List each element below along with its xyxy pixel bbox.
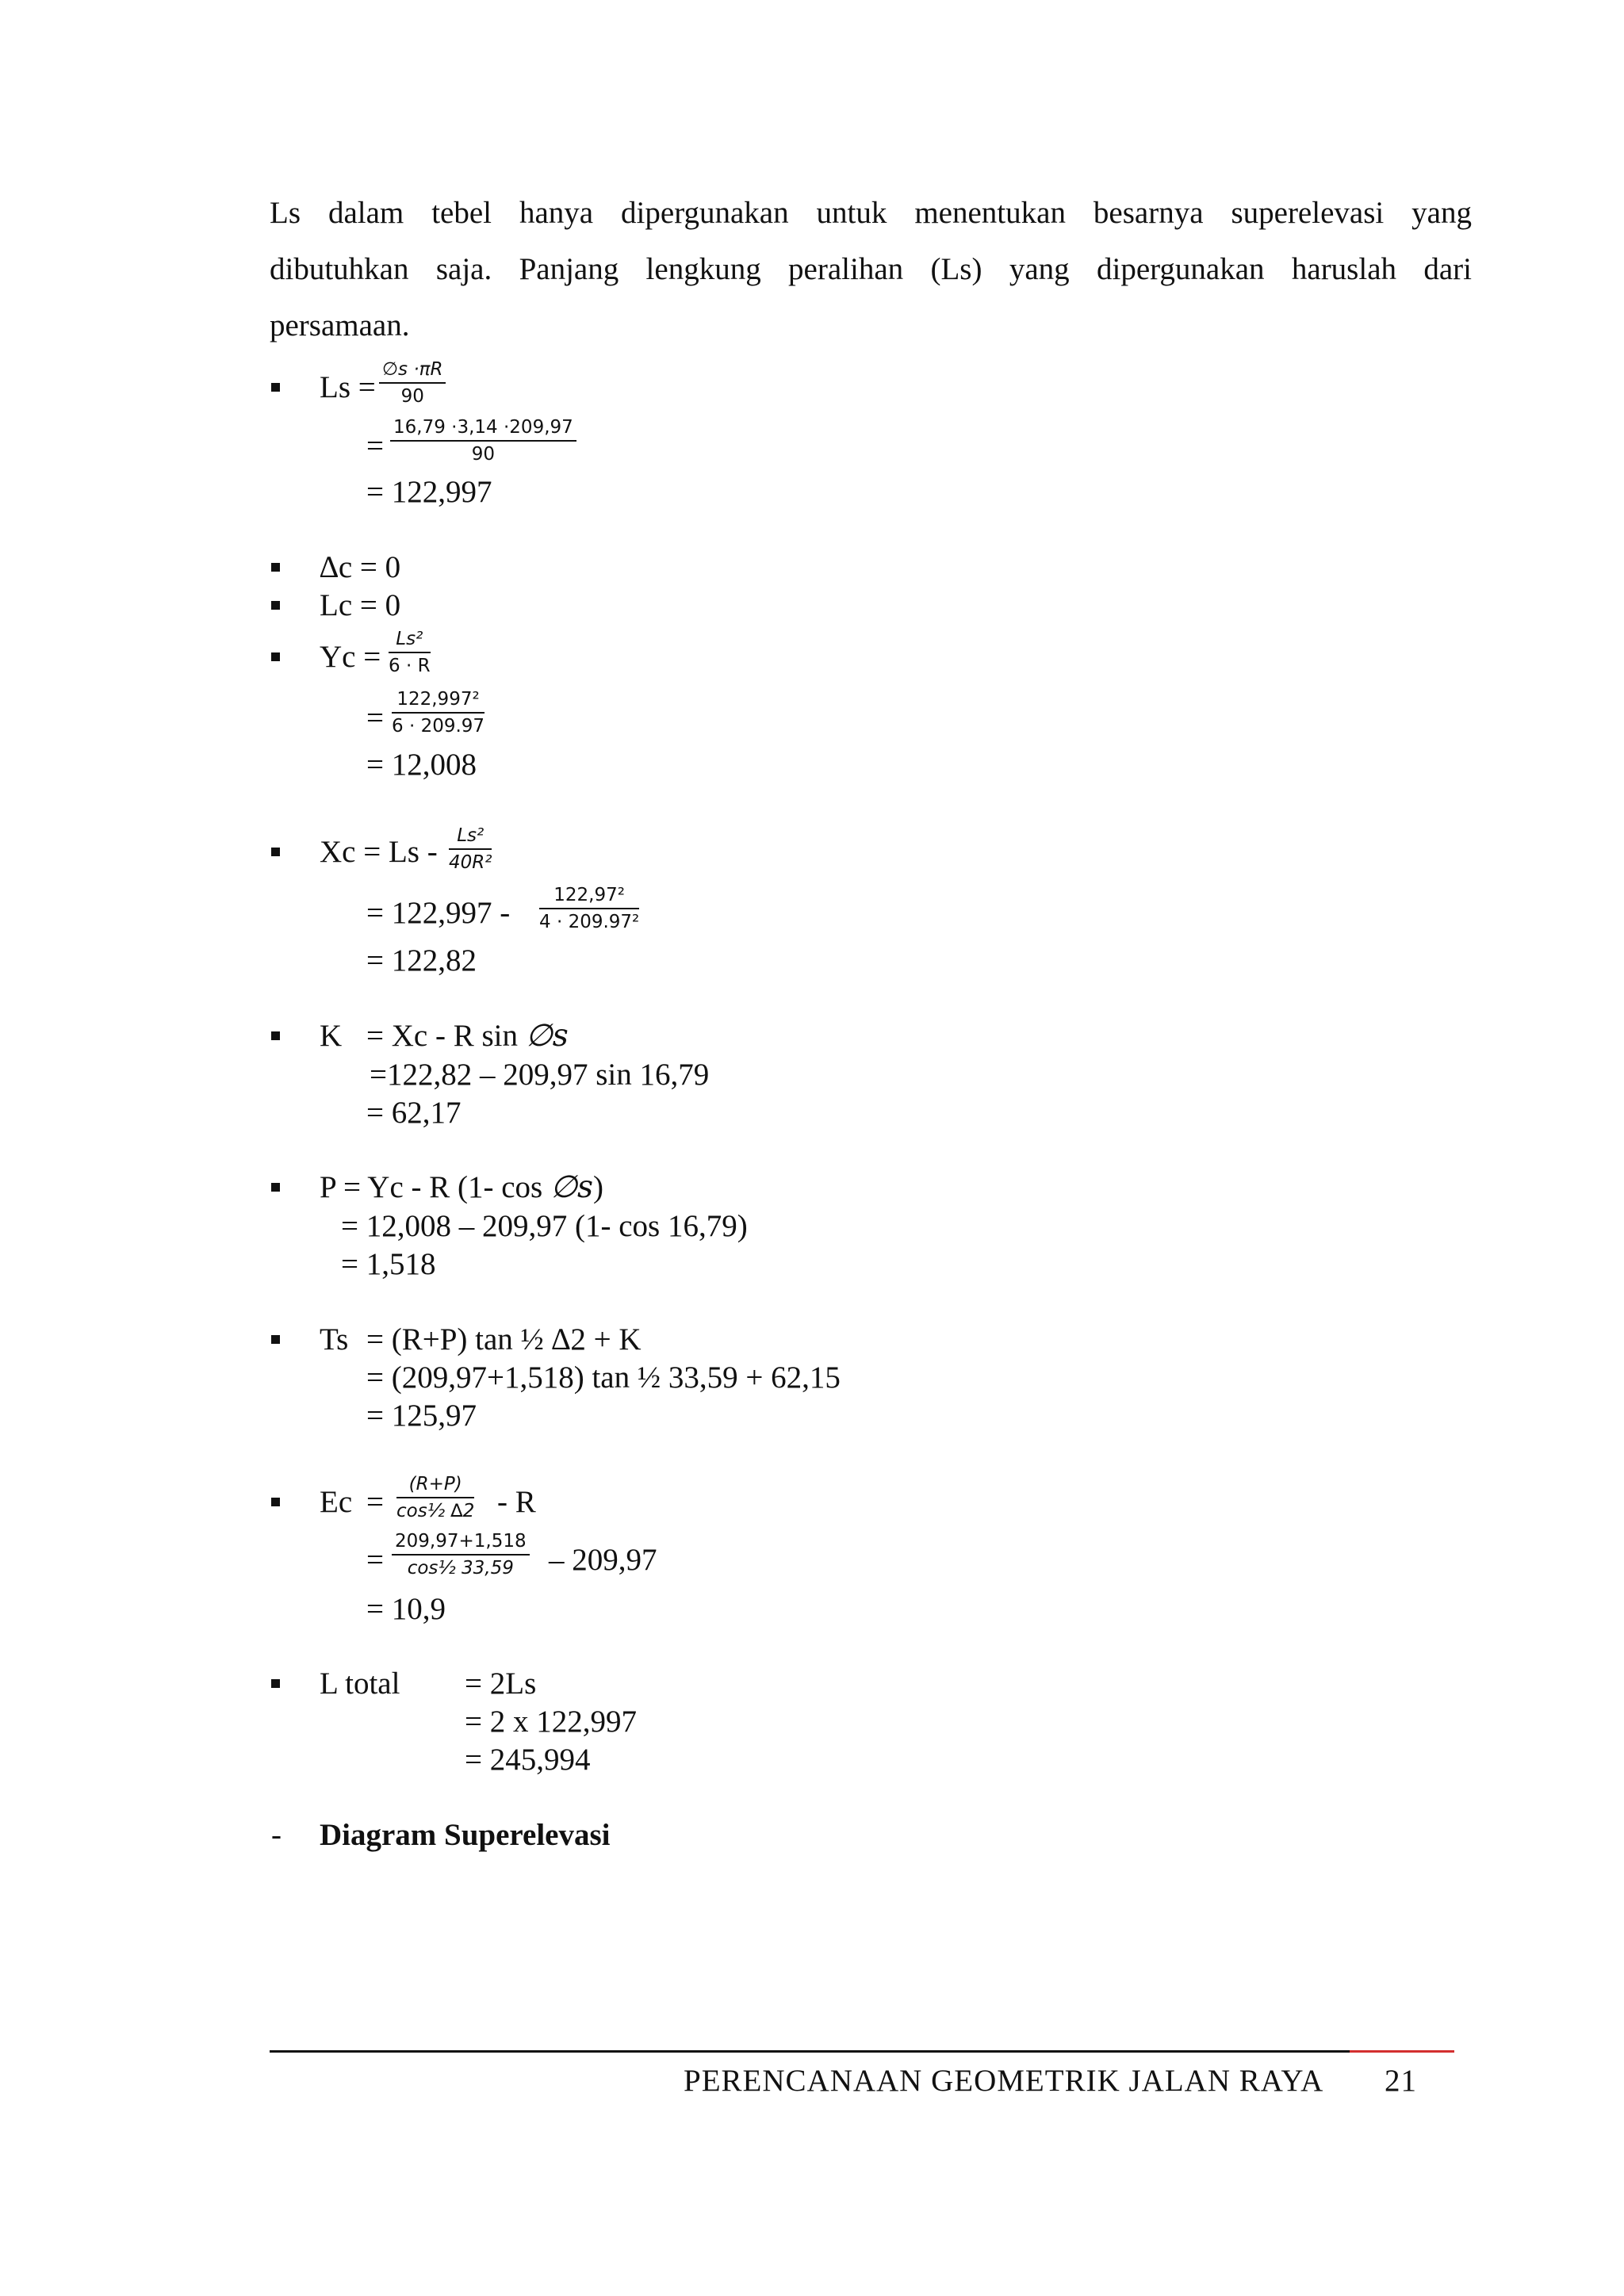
ec-fraction-values-denominator: cos½ 33,59	[407, 1558, 514, 1578]
yc-label: Yc =	[320, 640, 381, 674]
footer-rule	[270, 2050, 1350, 2053]
bullet-p	[271, 1183, 280, 1192]
dc-line: ∆c = 0	[320, 550, 401, 584]
ts-line-1: = (R+P) tan ½ ∆2 + K	[366, 1322, 642, 1357]
ltotal-line-1: = 2Ls	[465, 1667, 537, 1701]
k-line-1-symbol: ∅s	[525, 1018, 569, 1054]
ec-eq-1: =	[366, 1485, 384, 1519]
k-line-1-text: = Xc - R sin	[366, 1019, 526, 1053]
bullet-ts	[271, 1335, 280, 1344]
ec-fraction-values-numerator: 209,97+1,518	[392, 1530, 530, 1556]
ec-fraction-formula-numerator: (R+P)	[396, 1473, 474, 1498]
p-line-1-text: P = Yc - R (1- cos	[320, 1170, 550, 1204]
ls-result: = 122,997	[366, 475, 492, 509]
bullet-ls	[271, 383, 280, 392]
bullet-k	[271, 1031, 280, 1040]
ts-label: Ts	[320, 1322, 349, 1357]
ec-eq-2: =	[366, 1543, 384, 1577]
ts-line-2: = (209,97+1,518) tan ½ 33,59 + 62,15	[366, 1360, 841, 1395]
xc-result: = 122,82	[366, 943, 477, 978]
yc-fraction-values-denominator: 6 · 209.97	[392, 716, 485, 737]
ls-fraction-values-numerator: 16,79 ·3,14 ·209,97	[390, 416, 576, 442]
ltotal-line-3: = 245,994	[465, 1743, 591, 1777]
bullet-dc	[271, 563, 280, 572]
paragraph-line-1: Ls dalam tebel hanya dipergunakan untuk menentukan besarnya superelevasi yang	[270, 196, 1472, 230]
p-line-2: = 12,008 – 209,97 (1- cos 16,79)	[341, 1209, 748, 1243]
k-line-2: =122,82 – 209,97 sin 16,79	[370, 1058, 710, 1092]
ts-line-3: = 125,97	[366, 1399, 477, 1433]
lc-line: Lc = 0	[320, 588, 401, 622]
page-number: 21	[1385, 2064, 1417, 2098]
k-line-3: = 62,17	[366, 1096, 462, 1130]
paragraph-line-2: dibutuhkan saja. Panjang lengkung peralihan (Ls) yang dipergunakan haruslah dari	[270, 252, 1472, 286]
footer-title: PERENCANAAN GEOMETRIK JALAN RAYA	[684, 2064, 1324, 2098]
ls-fraction-formula-numerator: ∅s ·πR	[379, 358, 446, 384]
xc-fraction-formula-denominator: 40R²	[449, 852, 492, 873]
p-line-3: = 1,518	[341, 1247, 436, 1281]
k-label: K	[320, 1019, 343, 1053]
bullet-yc	[271, 652, 280, 661]
yc-fraction-values-numerator: 122,997²	[392, 688, 485, 714]
yc-fraction-formula-numerator: Ls²	[389, 628, 431, 653]
ls-label: Ls =	[320, 370, 376, 404]
xc-fraction-formula	[449, 825, 492, 874]
yc-eq: =	[366, 701, 384, 735]
p-line-1	[320, 1169, 603, 1206]
ls-eq: =	[366, 429, 384, 463]
diagram-heading: Diagram Superelevasi	[320, 1818, 611, 1852]
xc-line-2: = 122,997 -	[366, 896, 511, 930]
k-line-1	[366, 1018, 569, 1054]
ec-fraction-values	[392, 1530, 530, 1579]
ls-fraction-formula	[379, 358, 446, 408]
diagram-dash: -	[271, 1818, 282, 1852]
paragraph-line-3: persamaan.	[270, 308, 410, 342]
bullet-ltotal	[271, 1679, 280, 1688]
yc-fraction-formula	[389, 628, 431, 677]
ltotal-label: L total	[320, 1667, 400, 1701]
p-line-1-symbol: ∅s	[550, 1169, 593, 1205]
yc-fraction-values	[392, 688, 485, 737]
yc-result: = 12,008	[366, 748, 477, 782]
ls-fraction-values-denominator: 90	[471, 444, 496, 465]
xc-label: Xc = Ls -	[320, 835, 438, 869]
p-line-1-close: )	[592, 1170, 603, 1204]
ls-fraction-formula-denominator: 90	[400, 386, 424, 407]
yc-fraction-formula-denominator: 6 · R	[389, 656, 431, 676]
ec-result: = 10,9	[366, 1592, 446, 1626]
xc-fraction-values-denominator: 4 · 209.97²	[539, 912, 640, 932]
ec-label: Ec	[320, 1485, 353, 1519]
xc-fraction-values-numerator: 122,97²	[539, 884, 639, 909]
footer-accent-line	[1350, 2050, 1454, 2053]
xc-fraction-values	[539, 884, 639, 933]
ls-fraction-values	[390, 416, 576, 465]
ec-after-1: - R	[497, 1485, 536, 1519]
ec-fraction-formula	[396, 1473, 474, 1522]
ec-fraction-formula-denominator: cos½ ∆2	[396, 1501, 475, 1521]
bullet-xc	[271, 848, 280, 856]
xc-fraction-formula-numerator: Ls²	[449, 825, 492, 850]
bullet-lc	[271, 601, 280, 610]
bullet-ec	[271, 1498, 280, 1506]
ltotal-line-2: = 2 x 122,997	[465, 1705, 637, 1739]
ec-after-2: – 209,97	[549, 1543, 657, 1577]
